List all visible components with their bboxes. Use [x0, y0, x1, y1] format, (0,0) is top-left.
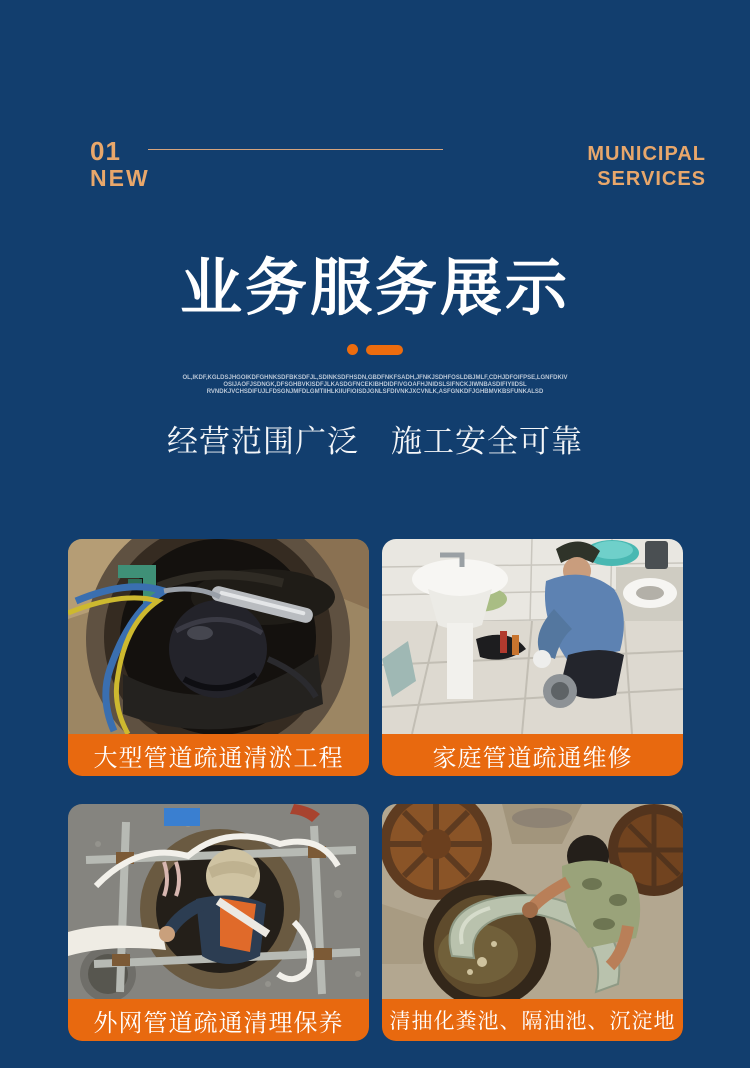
service-card-label: 家庭管道疏通维修: [382, 734, 683, 776]
title-divider: [0, 344, 750, 355]
header-right-line1: MUNICIPAL: [587, 143, 706, 165]
header-right-caption: [587, 142, 706, 192]
photo-external-pipeline-maintenance: [68, 804, 369, 999]
service-card-label: 清抽化粪池、隔油池、沉淀地: [382, 999, 683, 1041]
service-card-label: 大型管道疏通清淤工程: [68, 734, 369, 776]
page-title: 业务服务展示: [179, 254, 570, 323]
fine-print-line: RVNDKJVCHSDIFUJLFDSGNJMFDLGMTIIHLKIIUFIOISDJGNLSFDIVNKJXCVNLK,ASFGNKDFJGHBMVKBSFUNKALSD: [206, 389, 544, 395]
photo-septic-tank-suction: [382, 804, 683, 999]
fine-print-line: OL,IKDF,KGLDSJHGOIKDFGHNKSDFBKSDFJL,SDINKSDFHSDN,GBDFNKFSADH,JFNKJSDHFOSLDBJMLF,CDHJDFOIFPSE,LGNFDKIV: [182, 375, 568, 381]
service-card-septic-tank-suction[interactable]: [382, 804, 683, 1041]
divider-dash-icon: [366, 345, 403, 355]
service-card-external-pipeline-maintenance[interactable]: [68, 804, 369, 1041]
service-card-label: 外网管道疏通清理保养: [68, 999, 369, 1041]
service-card-home-pipeline-repair[interactable]: [382, 539, 683, 776]
photo-large-pipeline-dredging: [68, 539, 369, 734]
divider-dot-icon: [347, 344, 358, 355]
fine-print-line: OSIJAOFJSDNGK,DFSGHBVKISDFJLKASDGFNCEKIBHDIDFIVGOAFHJNIDSLSIFNCKJIWNBASDIFIYIIDSL: [223, 382, 527, 388]
section-number: 01: [90, 136, 121, 166]
header-right-line2: SERVICES: [597, 168, 706, 190]
header-divider-line: [148, 149, 443, 150]
fine-print: [125, 375, 625, 396]
service-card-grid: [68, 539, 683, 1041]
section-tag: NEW: [90, 165, 150, 191]
section-index: [90, 138, 150, 192]
photo-home-pipeline-repair: [382, 539, 683, 734]
section-header: [0, 138, 750, 198]
page-subtitle: 经营范围广泛 施工安全可靠: [167, 424, 583, 459]
service-card-large-pipeline-dredging[interactable]: [68, 539, 369, 776]
